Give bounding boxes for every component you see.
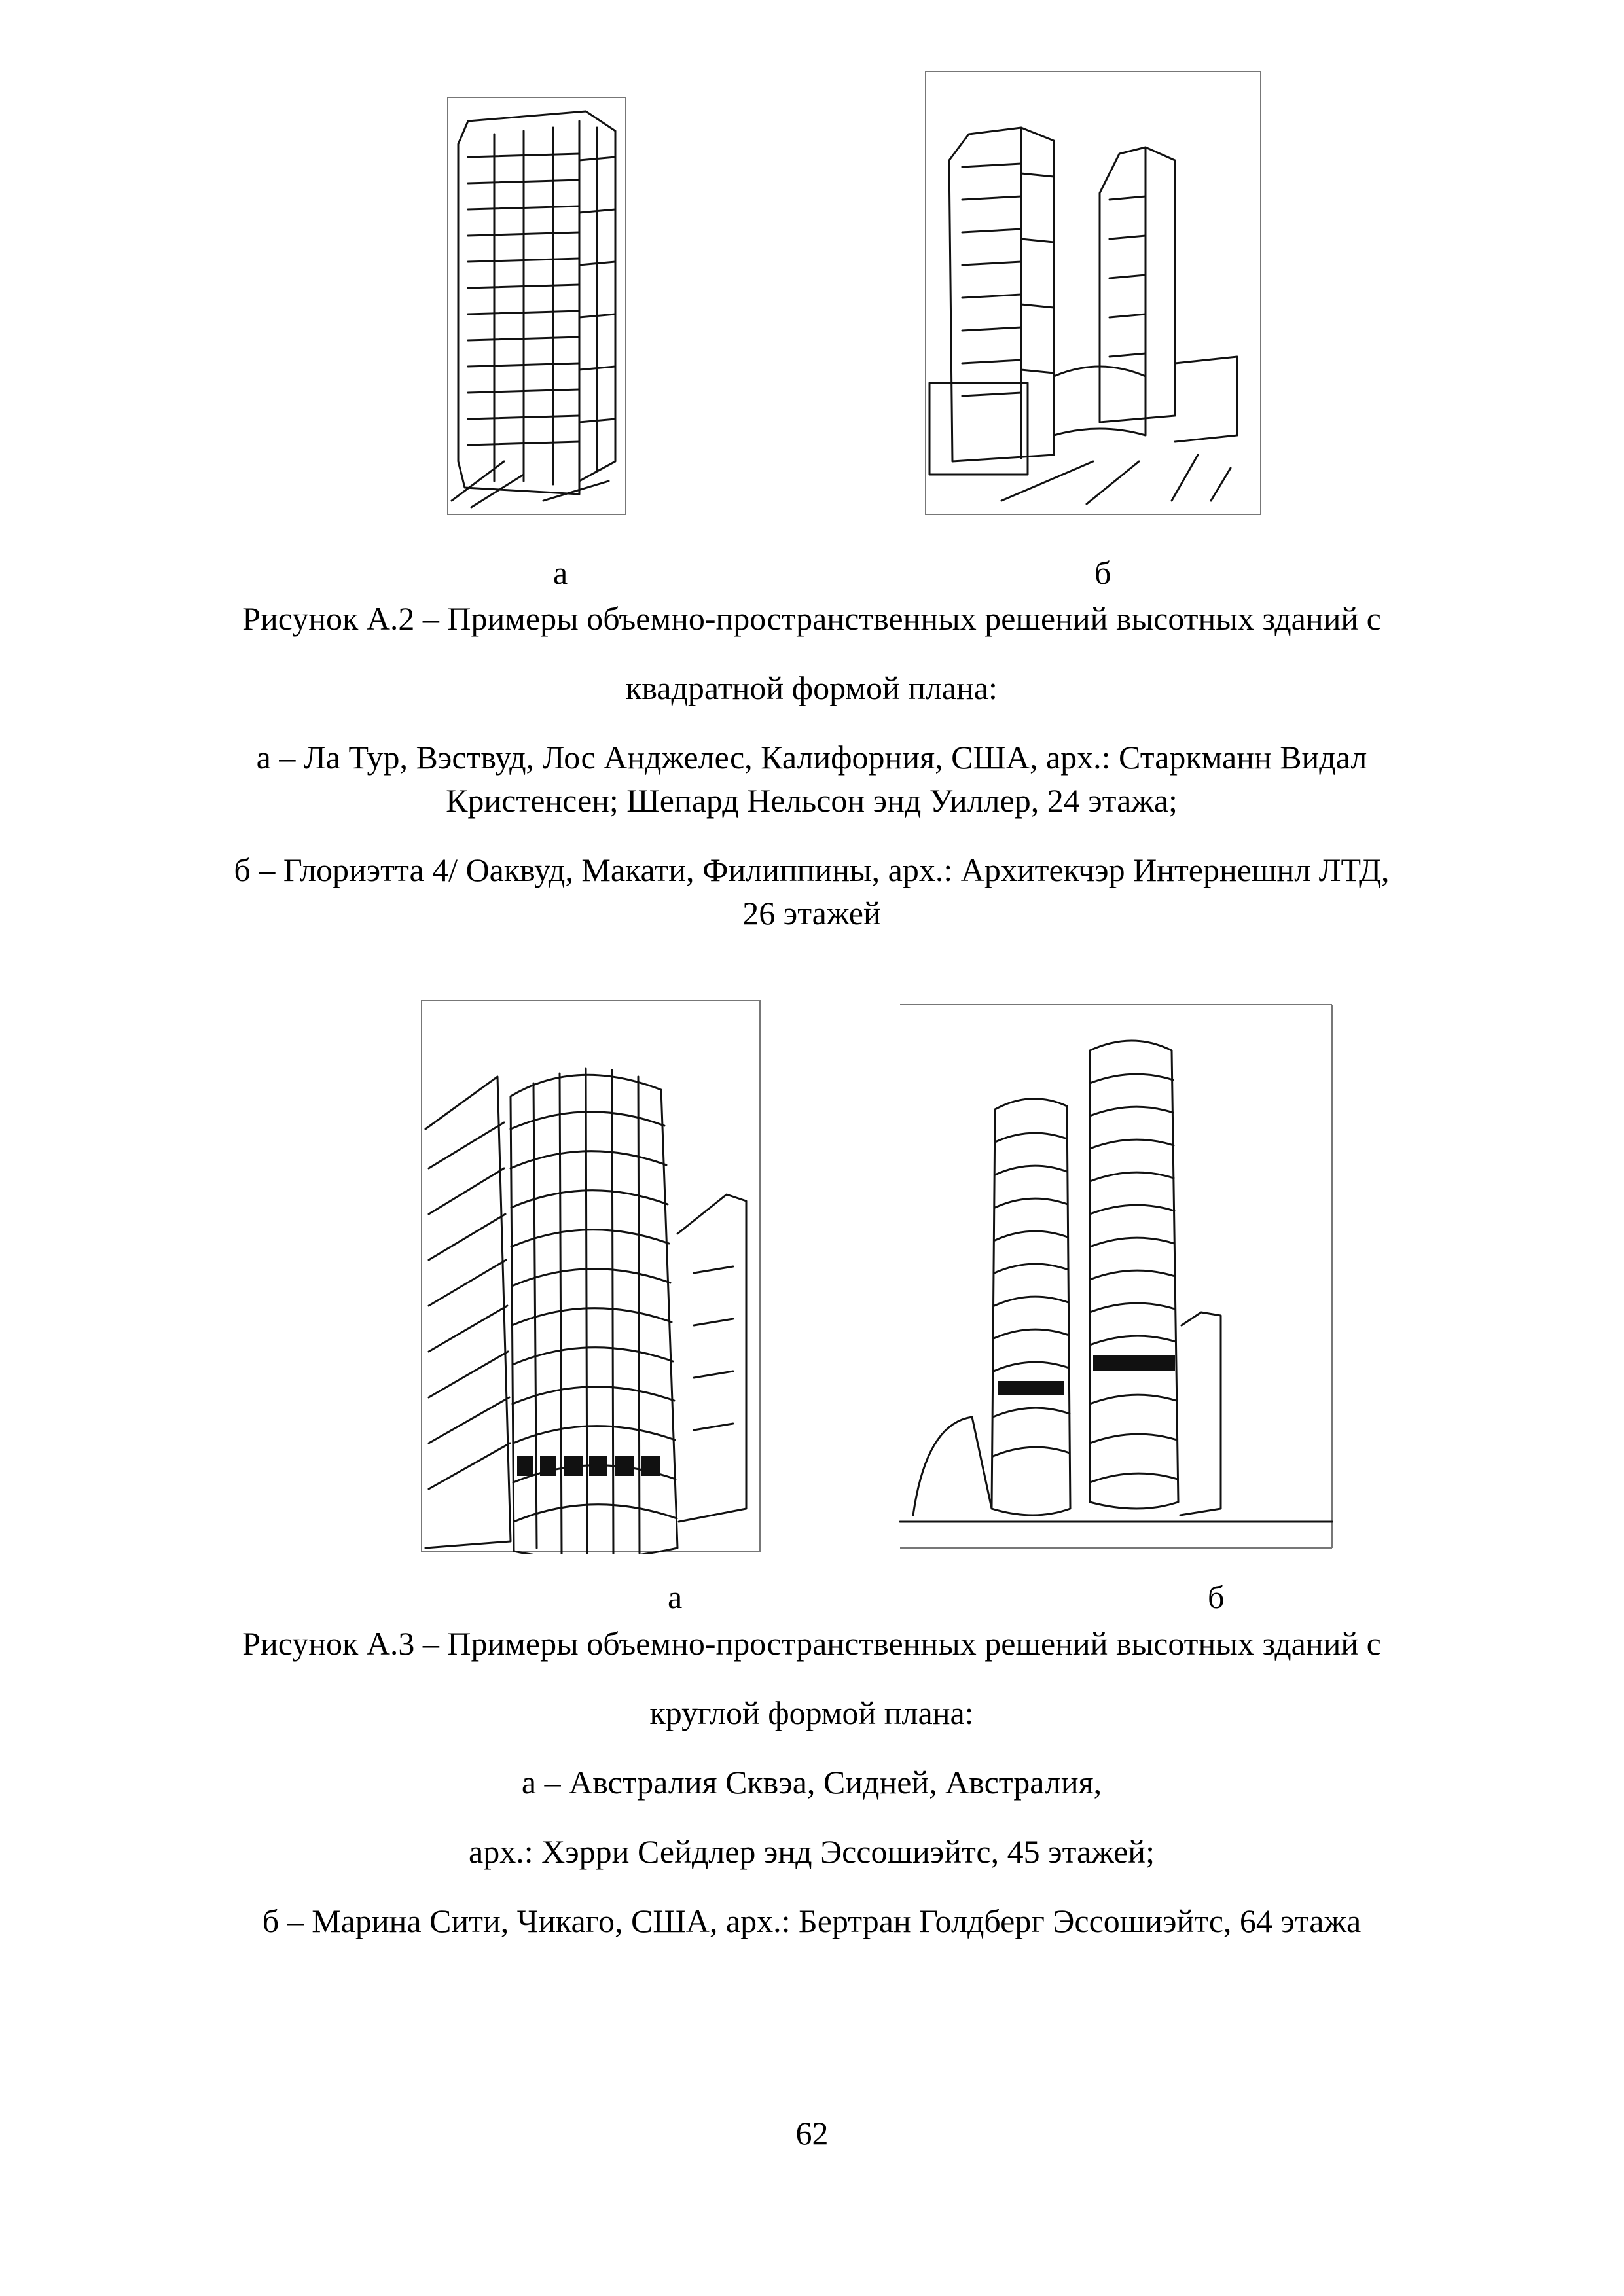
figure-a2-item-b-line1: б – Глориэтта 4/ Оаквуд, Макати, Филиппины, арх.: Архитекчэр Интернешнл ЛТД, <box>234 852 1390 888</box>
sketch-glorietta <box>923 69 1263 517</box>
figure-a2-item-b-line2: 26 этажей <box>742 895 881 931</box>
figure-a3-caption <box>137 1622 1486 1943</box>
figure-a3-sub-b: б <box>1208 1579 1225 1615</box>
figure-a2-caption <box>137 597 1486 935</box>
figure-a2-sub-a: а <box>553 554 568 591</box>
page-number: 62 <box>795 2115 829 2151</box>
figure-a3-item-a-line1: а – Австралия Сквэа, Сидней, Австралия, <box>521 1764 1102 1801</box>
figure-a3-title-line2: круглой формой плана: <box>649 1695 974 1731</box>
sketch-la-tour <box>445 95 628 517</box>
figure-a2-title-line1: Рисунок А.2 – Примеры объемно-пространственных решений высотных зданий с <box>242 600 1381 637</box>
sketch-marina-city <box>893 998 1339 1554</box>
figure-a2-title-line2: квадратной формой плана: <box>626 670 998 706</box>
figure-a2-item-a-line1: а – Ла Тур, Вэствуд, Лос Анджелес, Калифорния, США, арх.: Старкманн Видал <box>256 739 1367 776</box>
figure-a3-item-a-line2: арх.: Хэрри Сейдлер энд Эссошиэйтс, 45 этажей; <box>469 1833 1155 1870</box>
figure-a2-item-a-line2: Кристенсен; Шепард Нельсон энд Уиллер, 24 этажа; <box>446 782 1178 819</box>
figure-a2-sub-b: б <box>1094 554 1111 591</box>
figure-a3-title-line1: Рисунок А.3 – Примеры объемно-пространственных решений высотных зданий с <box>242 1625 1381 1662</box>
sketch-australia-square <box>419 998 763 1554</box>
figure-a3-sub-a: а <box>668 1579 683 1615</box>
figure-a3-item-b-line1: б – Марина Сити, Чикаго, США, арх.: Бертран Голдберг Эссошиэйтс, 64 этажа <box>262 1903 1362 1939</box>
